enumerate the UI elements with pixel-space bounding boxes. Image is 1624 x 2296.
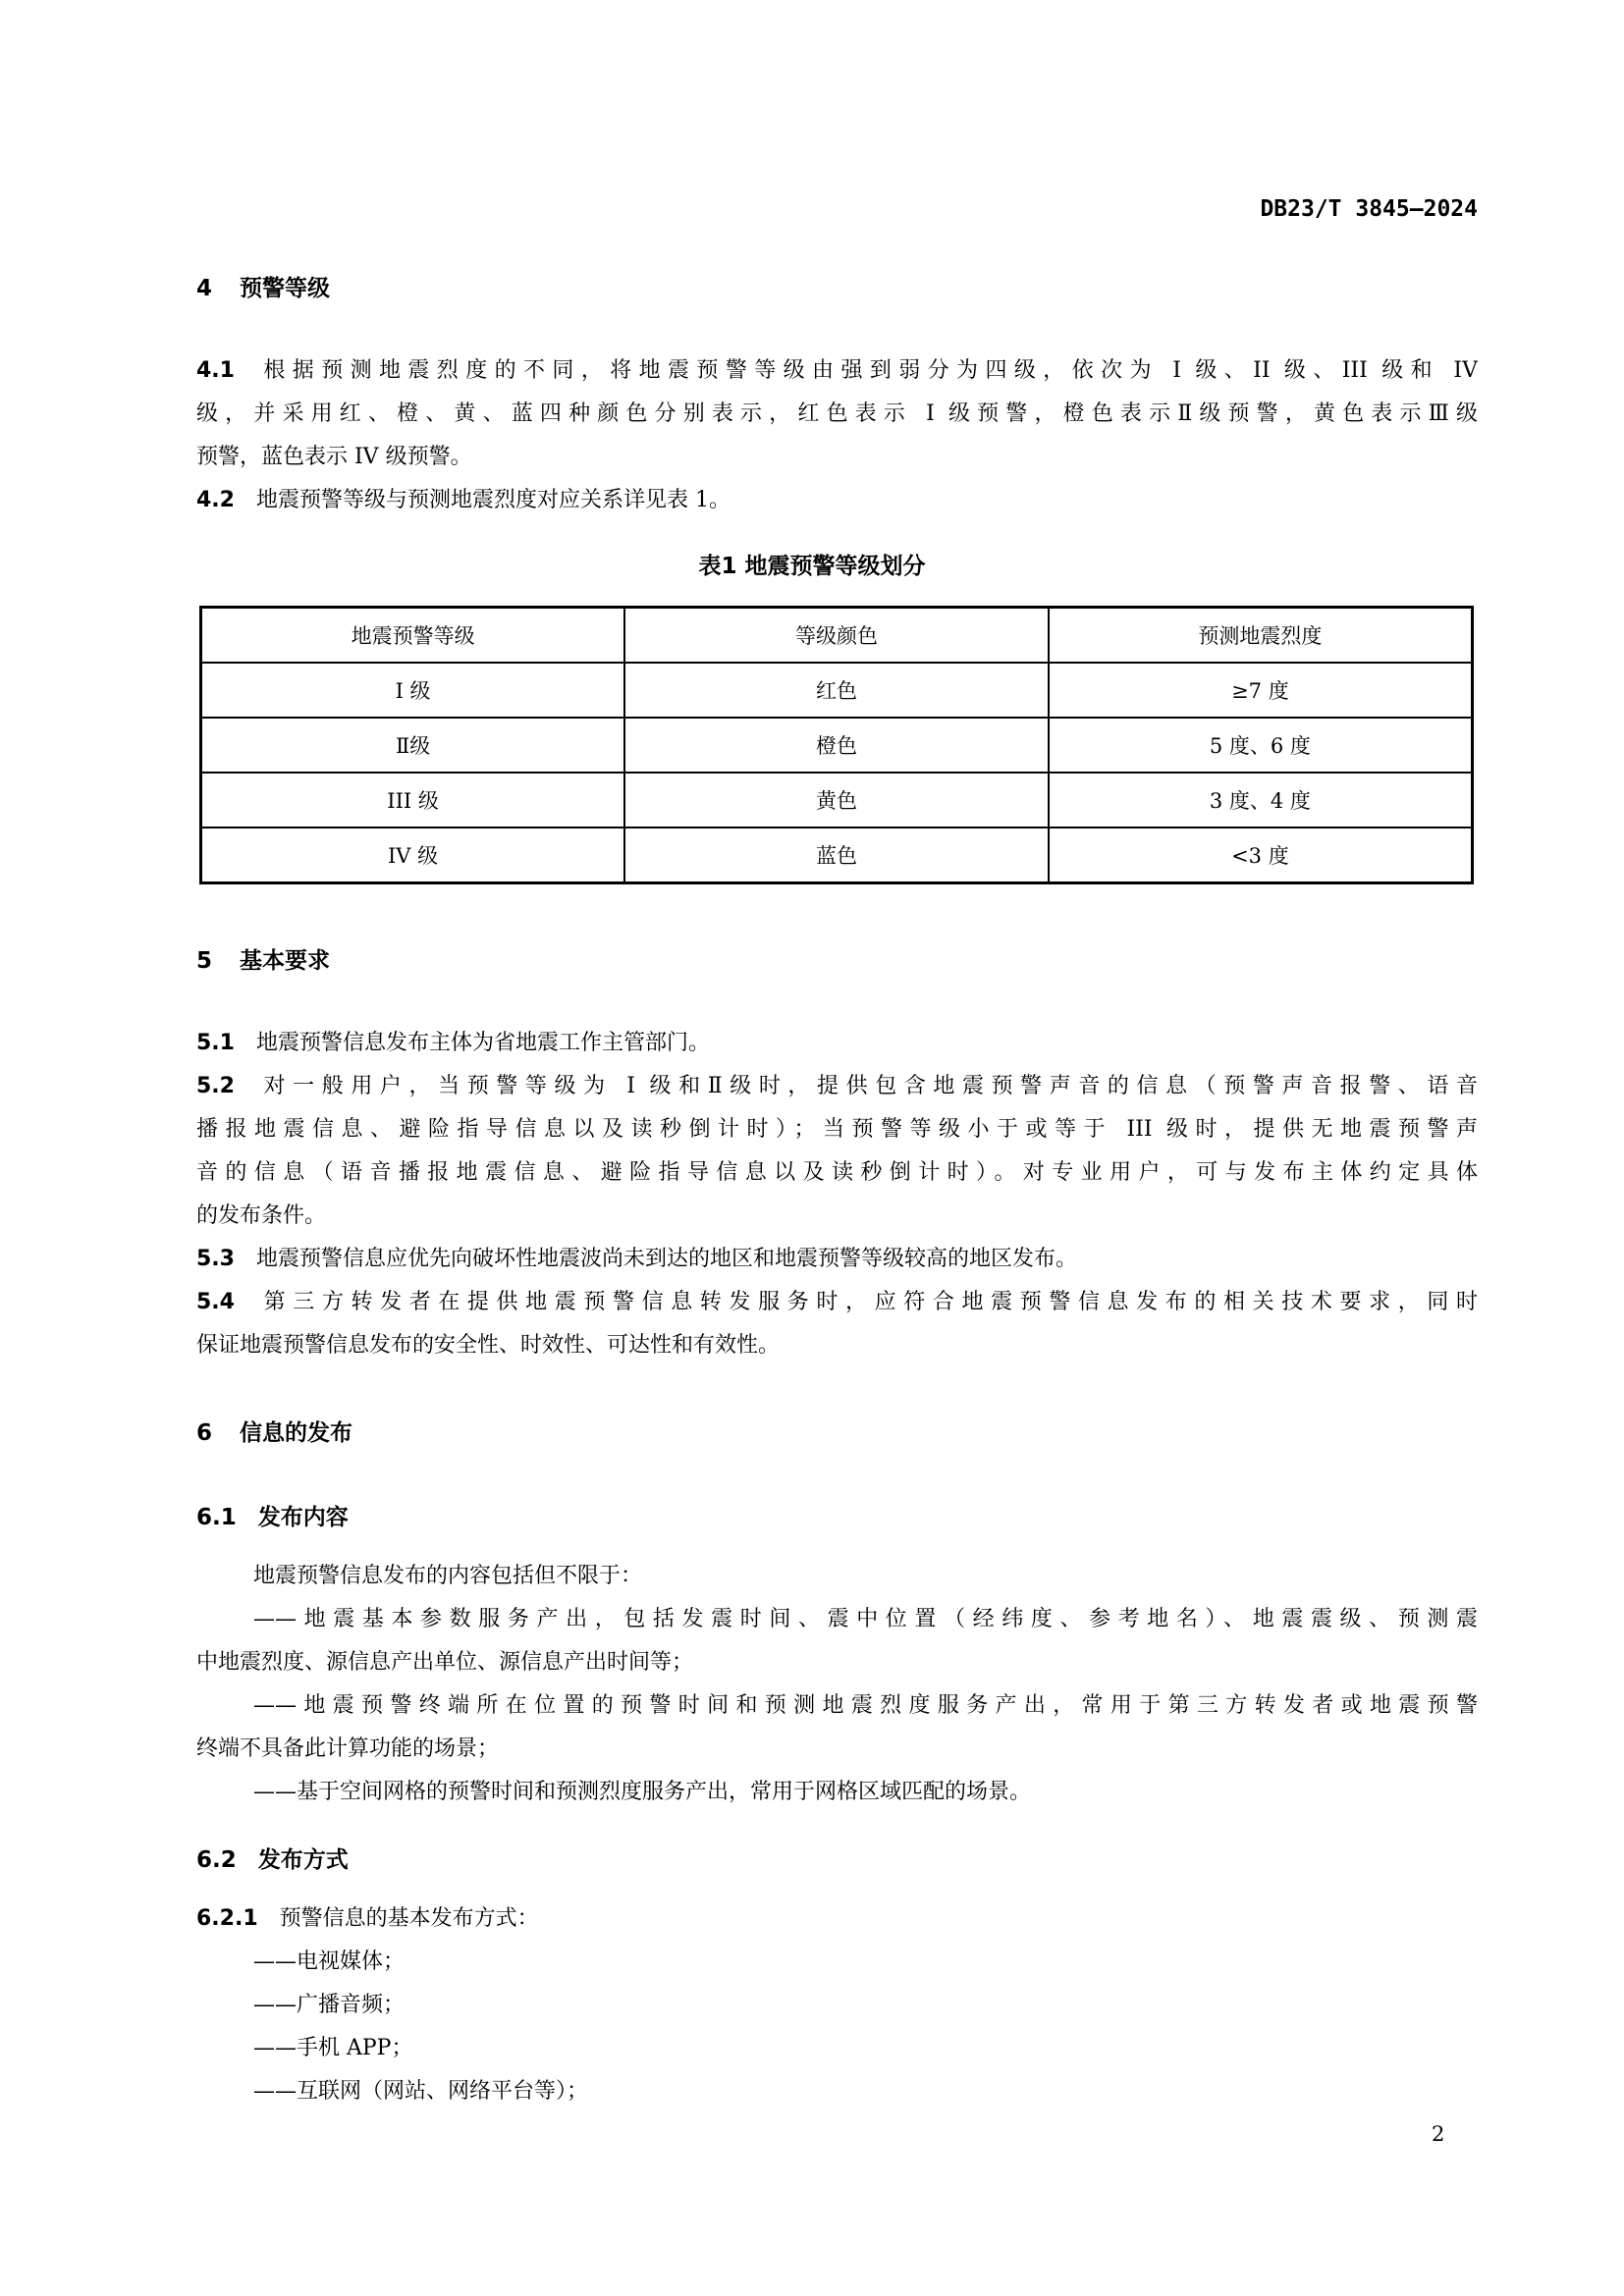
text: 第三方转发者在提供地震预警信息转发服务时，应符合地震预警信息发布的相关技术要求，同时 bbox=[255, 1290, 1478, 1314]
section-4-heading bbox=[196, 270, 330, 302]
text-line: 级，并采用红、橙、黄、蓝四种颜色分别表示，红色表示 I 级预警，橙色表示Ⅱ级预警，黄色表示Ⅲ级 bbox=[196, 401, 1478, 426]
clause-number: 5.2 bbox=[196, 1074, 235, 1098]
section-title: 信息的发布 bbox=[240, 1420, 352, 1446]
cell: 黄色 bbox=[624, 773, 1049, 828]
table-header-row bbox=[201, 608, 1473, 664]
cell: 3 度、4 度 bbox=[1049, 773, 1473, 828]
section-6-heading bbox=[196, 1415, 352, 1447]
clause-5-1 bbox=[196, 1022, 1478, 1065]
cell: Ⅱ级 bbox=[201, 718, 625, 773]
cell: 蓝色 bbox=[624, 828, 1049, 883]
section-number: 4 bbox=[196, 276, 213, 301]
section-number: 6 bbox=[196, 1420, 213, 1446]
table-caption: 表1 地震预警等级划分 bbox=[698, 554, 926, 579]
clause-number: 4.1 bbox=[196, 358, 235, 383]
table-row bbox=[201, 773, 1473, 828]
text-line: 终端不具备此计算功能的场景； bbox=[196, 1736, 500, 1761]
clause-number: 6.2 bbox=[196, 1847, 237, 1873]
table-row bbox=[201, 828, 1473, 883]
clause-6-2-heading bbox=[196, 1842, 349, 1874]
text-line: 预警，蓝色表示 IV 级预警。 bbox=[196, 445, 472, 469]
clause-number: 4.2 bbox=[196, 488, 235, 512]
list-item: ——广播音频； bbox=[253, 1993, 406, 2017]
clause-6-2-1 bbox=[196, 1897, 1478, 2113]
page-number: 2 bbox=[1432, 2122, 1445, 2146]
table-row bbox=[201, 663, 1473, 718]
text-line: 的发布条件。 bbox=[196, 1203, 327, 1228]
cell: I 级 bbox=[201, 663, 625, 718]
text: 对一般用户，当预警等级为 I 级和Ⅱ级时，提供包含地震预警声音的信息（预警声音报警、语音 bbox=[255, 1074, 1478, 1098]
text-line: 中地震烈度、源信息产出单位、源信息产出时间等； bbox=[196, 1650, 694, 1675]
clause-6-1-body bbox=[196, 1555, 1478, 1814]
section-number: 5 bbox=[196, 948, 213, 974]
section-title: 基本要求 bbox=[240, 948, 330, 974]
list-item: ——地震预警终端所在位置的预警时间和预测地震烈度服务产出，常用于第三方转发者或地震预警 bbox=[253, 1693, 1478, 1718]
list-item: ——互联网（网站、网络平台等）； bbox=[253, 2079, 589, 2104]
text: 预警信息的基本发布方式： bbox=[279, 1906, 539, 1931]
clause-4-1 bbox=[196, 349, 1478, 522]
clause-number: 5.4 bbox=[196, 1290, 235, 1314]
table-row bbox=[201, 718, 1473, 773]
cell: <3 度 bbox=[1049, 828, 1473, 883]
text: 地震预警信息发布主体为省地震工作主管部门。 bbox=[255, 1031, 710, 1055]
text: 根据预测地震烈度的不同，将地震预警等级由强到弱分为四级，依次为 I 级、II 级、III 级和 IV bbox=[255, 358, 1478, 383]
column-header: 等级颜色 bbox=[624, 608, 1049, 664]
document-code: DB23/T 3845—2024 bbox=[1260, 196, 1478, 222]
clause-5-2 bbox=[196, 1065, 1478, 1108]
cell: 红色 bbox=[624, 663, 1049, 718]
clause-title: 发布内容 bbox=[257, 1505, 349, 1530]
text: 地震预警信息应优先向破坏性地震波尚未到达的地区和地震预警等级较高的地区发布。 bbox=[255, 1247, 1077, 1271]
cell: ≥7 度 bbox=[1049, 663, 1473, 718]
column-header: 预测地震烈度 bbox=[1049, 608, 1473, 664]
clause-4-2 bbox=[196, 479, 1478, 522]
text-line: 音的信息（语音播报地震信息、避险指导信息以及读秒倒计时）。对专业用户，可与发布主体约定具体 bbox=[196, 1160, 1478, 1185]
clause-number: 5.1 bbox=[196, 1031, 235, 1055]
cell: III 级 bbox=[201, 773, 625, 828]
section-5-heading bbox=[196, 942, 330, 975]
section-title: 预警等级 bbox=[240, 276, 330, 301]
clause-number: 5.3 bbox=[196, 1247, 235, 1271]
list-item: ——手机 APP； bbox=[253, 2036, 413, 2060]
text-line: 播报地震信息、避险指导信息以及读秒倒计时）；当预警等级小于或等于 III 级时，提供无地震预警声 bbox=[196, 1117, 1478, 1142]
cell: 5 度、6 度 bbox=[1049, 718, 1473, 773]
text-line: 地震预警信息发布的内容包括但不限于： bbox=[253, 1564, 643, 1588]
list-item: ——地震基本参数服务产出，包括发震时间、震中位置（经纬度、参考地名）、地震震级、预测震 bbox=[253, 1607, 1478, 1631]
clause-6-1-heading bbox=[196, 1499, 349, 1531]
text-line: 保证地震预警信息发布的安全性、时效性、可达性和有效性。 bbox=[196, 1333, 781, 1358]
clause-5-4 bbox=[196, 1281, 1478, 1324]
list-item: ——基于空间网格的预警时间和预测烈度服务产出，常用于网格区域匹配的场景。 bbox=[253, 1780, 1032, 1804]
clause-number: 6.2.1 bbox=[196, 1906, 258, 1931]
cell: IV 级 bbox=[201, 828, 625, 883]
warning-level-table bbox=[199, 606, 1474, 884]
cell: 橙色 bbox=[624, 718, 1049, 773]
clause-number: 6.1 bbox=[196, 1505, 237, 1530]
list-item: ——电视媒体； bbox=[253, 1949, 406, 1974]
text-line bbox=[196, 349, 1478, 393]
clause-5-3 bbox=[196, 1238, 1478, 1281]
column-header: 地震预警等级 bbox=[201, 608, 625, 664]
text: 地震预警等级与预测地震烈度对应关系详见表 1。 bbox=[255, 488, 731, 512]
clause-title: 发布方式 bbox=[257, 1847, 349, 1873]
section-5-body bbox=[196, 1022, 1478, 1367]
